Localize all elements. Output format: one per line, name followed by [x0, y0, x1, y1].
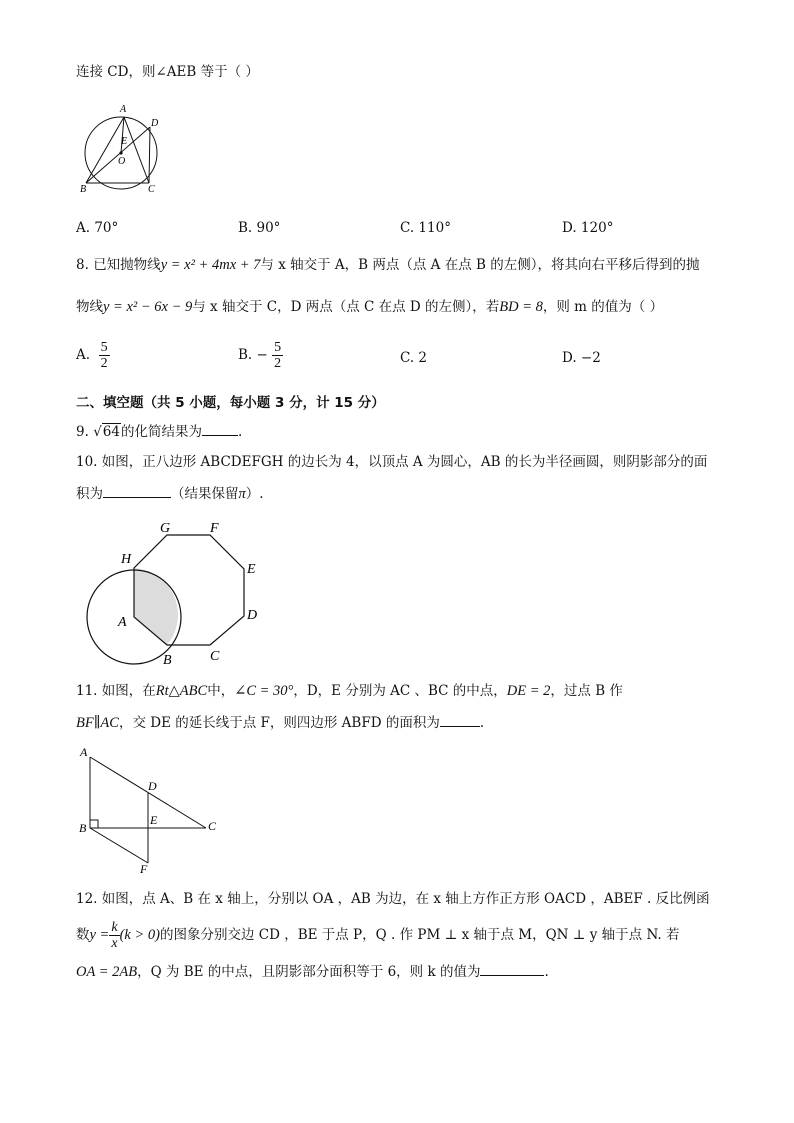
label-A: A [80, 745, 88, 759]
label-F: F [210, 521, 219, 536]
label-D: D [148, 779, 157, 793]
label-C: C [210, 649, 220, 664]
label-E: E [121, 136, 128, 147]
label-F: F [140, 862, 148, 876]
q7-stem-tail: 连接 CD，则∠AEB 等于（ ） [76, 64, 259, 80]
q10-answer-blank[interactable] [103, 484, 171, 498]
q7-option-a[interactable]: A. 70° [76, 220, 119, 236]
label-G: G [160, 521, 171, 536]
q12-line-1: 12. 如图，点 A、B 在 x 轴上，分别以 OA ，AB 为边，在 x 轴上方作正方形 OACD ，ABEF . 反比例函 [76, 891, 710, 907]
label-D: D [151, 118, 159, 129]
q12-answer-blank[interactable] [480, 962, 544, 976]
label-B: B [80, 184, 87, 195]
q11-answer-blank[interactable] [440, 713, 480, 727]
q8-option-a[interactable]: A. $\frac{5}{2}$ [76, 340, 108, 371]
label-B: B [79, 821, 87, 835]
q8-line-1: 8. 已知抛物线y = x² + 4mx + 7与 x 轴交于 A，B 两点（点 A 在点 B 的左侧），将其向右平移后得到的抛 [76, 257, 700, 273]
q8-line-2: 物线y = x² − 6x − 9与 x 轴交于 C，D 两点（点 C 在点 D 的左侧），若BD = 8，则 m 的值为（ ） [76, 299, 664, 315]
q7-option-d[interactable]: D. 120° [562, 220, 614, 236]
q7-circle-figure [74, 100, 174, 196]
q8-equation-2: y = x² − 6x − 9 [103, 299, 193, 315]
section-2-heading: 二、填空题（共 5 小题，每小题 3 分，计 15 分） [76, 395, 385, 411]
label-C: C [148, 184, 155, 195]
q10-line-2: 积为 （结果保留π）. [76, 486, 264, 502]
label-B: B [163, 653, 172, 668]
q11-line-1: 11. 如图，在Rt△ABC中，∠C = 30°，D，E 分别为 AC 、BC 的中点，DE = 2，过点 B 作 [76, 683, 623, 699]
label-H: H [121, 552, 132, 567]
q7-option-c[interactable]: C. 110° [400, 220, 451, 236]
q12-line-2: 数y = $\frac{k}{x}$ (k > 0)的图象分别交边 CD ，BE 于点 P，Q . 作 PM ⊥ x 轴于点 M，QN ⊥ y 轴于点 N. 若 [76, 920, 680, 951]
q8-option-c[interactable]: C. 2 [400, 350, 428, 366]
q9-answer-blank[interactable] [202, 422, 238, 436]
label-D: D [247, 608, 258, 623]
q7-option-b[interactable]: B. 90° [238, 220, 281, 236]
label-A: A [120, 104, 127, 115]
q10-octagon-figure [80, 512, 280, 672]
q11-triangle-figure [74, 742, 234, 877]
q10-line-1: 10. 如图，正八边形 ABCDEFGH 的边长为 4，以顶点 A 为圆心，AB 的长为半径画圆，则阴影部分的面 [76, 454, 708, 470]
label-E: E [150, 813, 158, 827]
q12-line-3: OA = 2AB，Q 为 BE 的中点，且阴影部分面积等于 6，则 k 的值为 . [76, 964, 549, 980]
q8-option-b[interactable]: B. − $\frac{5}{2}$ [238, 340, 282, 371]
label-E: E [247, 562, 256, 577]
q9-line: 9. √64的化简结果为 . [76, 424, 243, 440]
q11-line-2: BF∥AC，交 DE 的延长线于点 F，则四边形 ABFD 的面积为 . [76, 715, 485, 731]
sqrt-symbol: √ [93, 424, 102, 440]
q8-equation-1: y = x² + 4mx + 7 [160, 257, 261, 273]
label-A: A [118, 615, 127, 630]
q8-option-d[interactable]: D. −2 [562, 350, 601, 366]
label-C: C [208, 819, 217, 833]
label-O: O [118, 156, 126, 167]
